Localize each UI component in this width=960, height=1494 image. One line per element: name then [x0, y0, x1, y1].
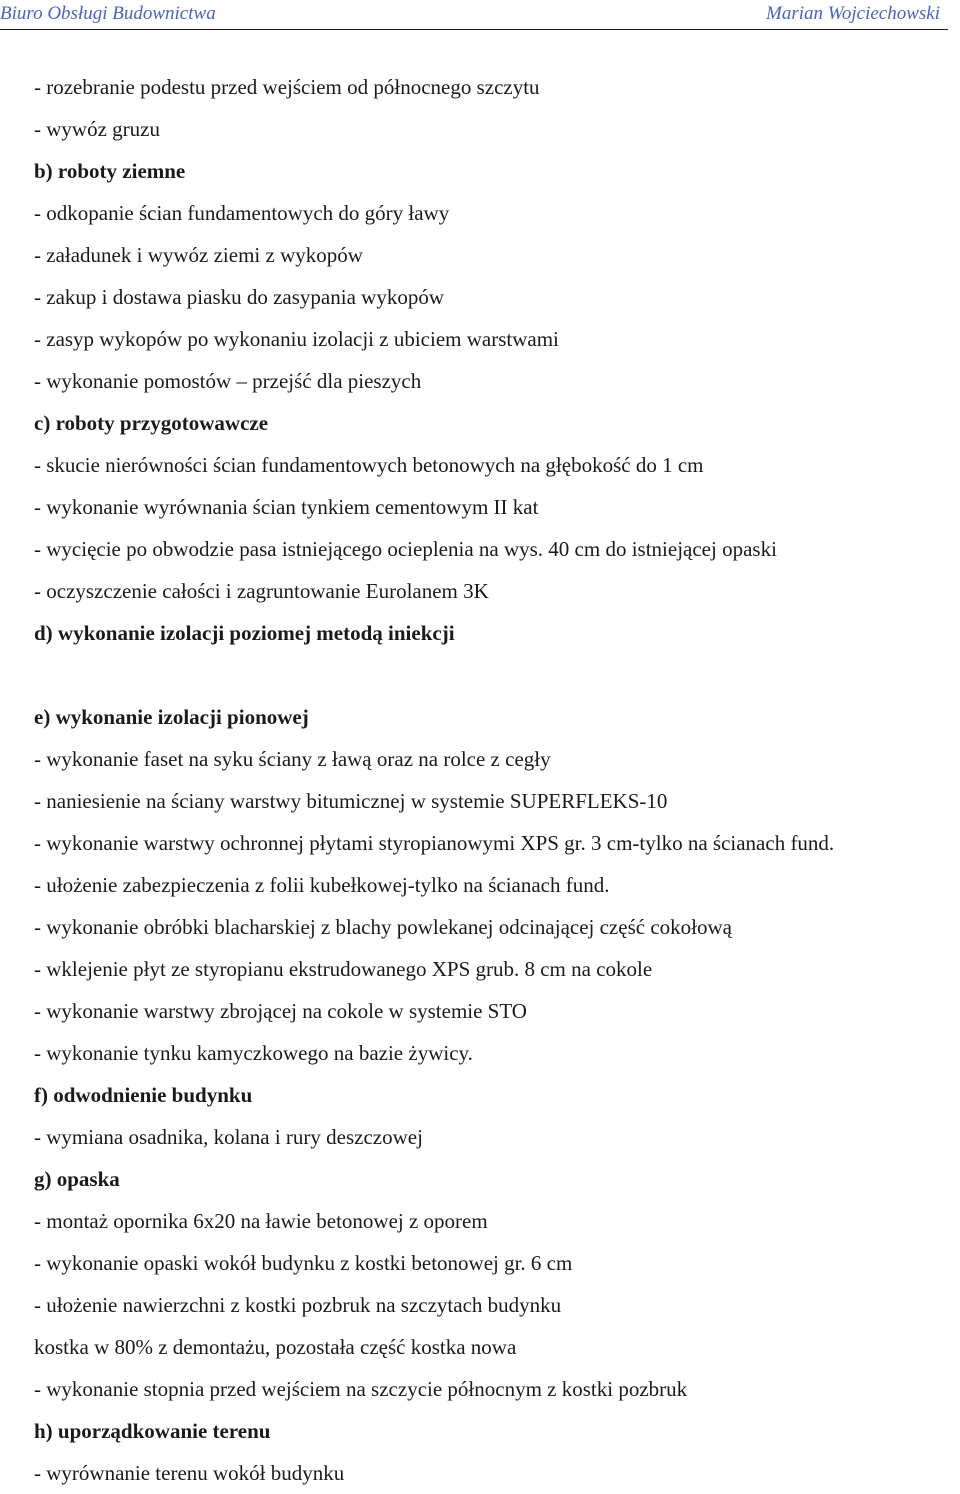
list-item: - wycięcie po obwodzie pasa istniejącego ocieplenia na wys. 40 cm do istniejącej opaski [34, 537, 777, 561]
list-item: kostka w 80% z demontażu, pozostała część kostka nowa [34, 1335, 517, 1359]
list-item: - ułożenie nawierzchni z kostki pozbruk na szczytach budynku [34, 1293, 562, 1317]
list-item: - załadunek i wywóz ziemi z wykopów [34, 243, 363, 267]
list-item: - wykonanie stopnia przed wejściem na szczycie północnym z kostki pozbruk [34, 1377, 688, 1401]
header-divider [0, 29, 948, 30]
list-item: - wykonanie warstwy zbrojącej na cokole w systemie STO [34, 999, 527, 1023]
list-item: - wykonanie wyrównania ścian tynkiem cementowym II kat [34, 495, 539, 519]
section-heading: d) wykonanie izolacji poziomej metodą iniekcji [34, 621, 455, 645]
list-item: - wykonanie warstwy ochronnej płytami styropianowymi XPS gr. 3 cm-tylko na ścianach fund. [34, 831, 835, 855]
list-item: - wyrównanie terenu wokół budynku [34, 1461, 345, 1485]
list-item: - skucie nierówności ścian fundamentowych betonowych na głębokość do 1 cm [34, 453, 704, 477]
section-heading: e) wykonanie izolacji pionowej [34, 705, 309, 729]
header-company-name: Biuro Obsługi Budownictwa [0, 3, 216, 24]
document-body [34, 66, 960, 1494]
list-item: - wykonanie tynku kamyczkowego na bazie żywicy. [34, 1041, 473, 1065]
list-item: - zakup i dostawa piasku do zasypania wykopów [34, 285, 444, 309]
list-item: - wykonanie obróbki blacharskiej z blachy powlekanej odcinającej część cokołową [34, 915, 732, 939]
list-item: - wykonanie faset na syku ściany z ławą oraz na rolce z cegły [34, 747, 551, 771]
list-item: - wymiana osadnika, kolana i rury deszczowej [34, 1125, 423, 1149]
section-heading: h) uporządkowanie terenu [34, 1419, 271, 1443]
list-item: - odkopanie ścian fundamentowych do góry ławy [34, 201, 450, 225]
blank-line [34, 654, 960, 696]
list-item: - naniesienie na ściany warstwy bitumicznej w systemie SUPERFLEKS-10 [34, 789, 668, 813]
list-item: - montaż opornika 6x20 na ławie betonowej z oporem [34, 1209, 488, 1233]
section-heading: b) roboty ziemne [34, 159, 186, 183]
page-header [0, 0, 960, 30]
list-item: - wykonanie pomostów – przejść dla pieszych [34, 369, 422, 393]
list-item: - rozebranie podestu przed wejściem od północnego szczytu [34, 75, 540, 99]
header-author-name: Marian Wojciechowski [766, 3, 940, 24]
section-heading: g) opaska [34, 1167, 120, 1191]
list-item: - wywóz gruzu [34, 117, 160, 141]
list-item: - oczyszczenie całości i zagruntowanie Eurolanem 3K [34, 579, 489, 603]
list-item: - wykonanie opaski wokół budynku z kostki betonowej gr. 6 cm [34, 1251, 573, 1275]
list-item: - zasyp wykopów po wykonaniu izolacji z ubiciem warstwami [34, 327, 559, 351]
list-item: - wklejenie płyt ze styropianu ekstrudowanego XPS grub. 8 cm na cokole [34, 957, 653, 981]
section-heading: f) odwodnienie budynku [34, 1083, 253, 1107]
section-heading: c) roboty przygotowawcze [34, 411, 269, 435]
list-item: - ułożenie zabezpieczenia z folii kubełkowej-tylko na ścianach fund. [34, 873, 610, 897]
